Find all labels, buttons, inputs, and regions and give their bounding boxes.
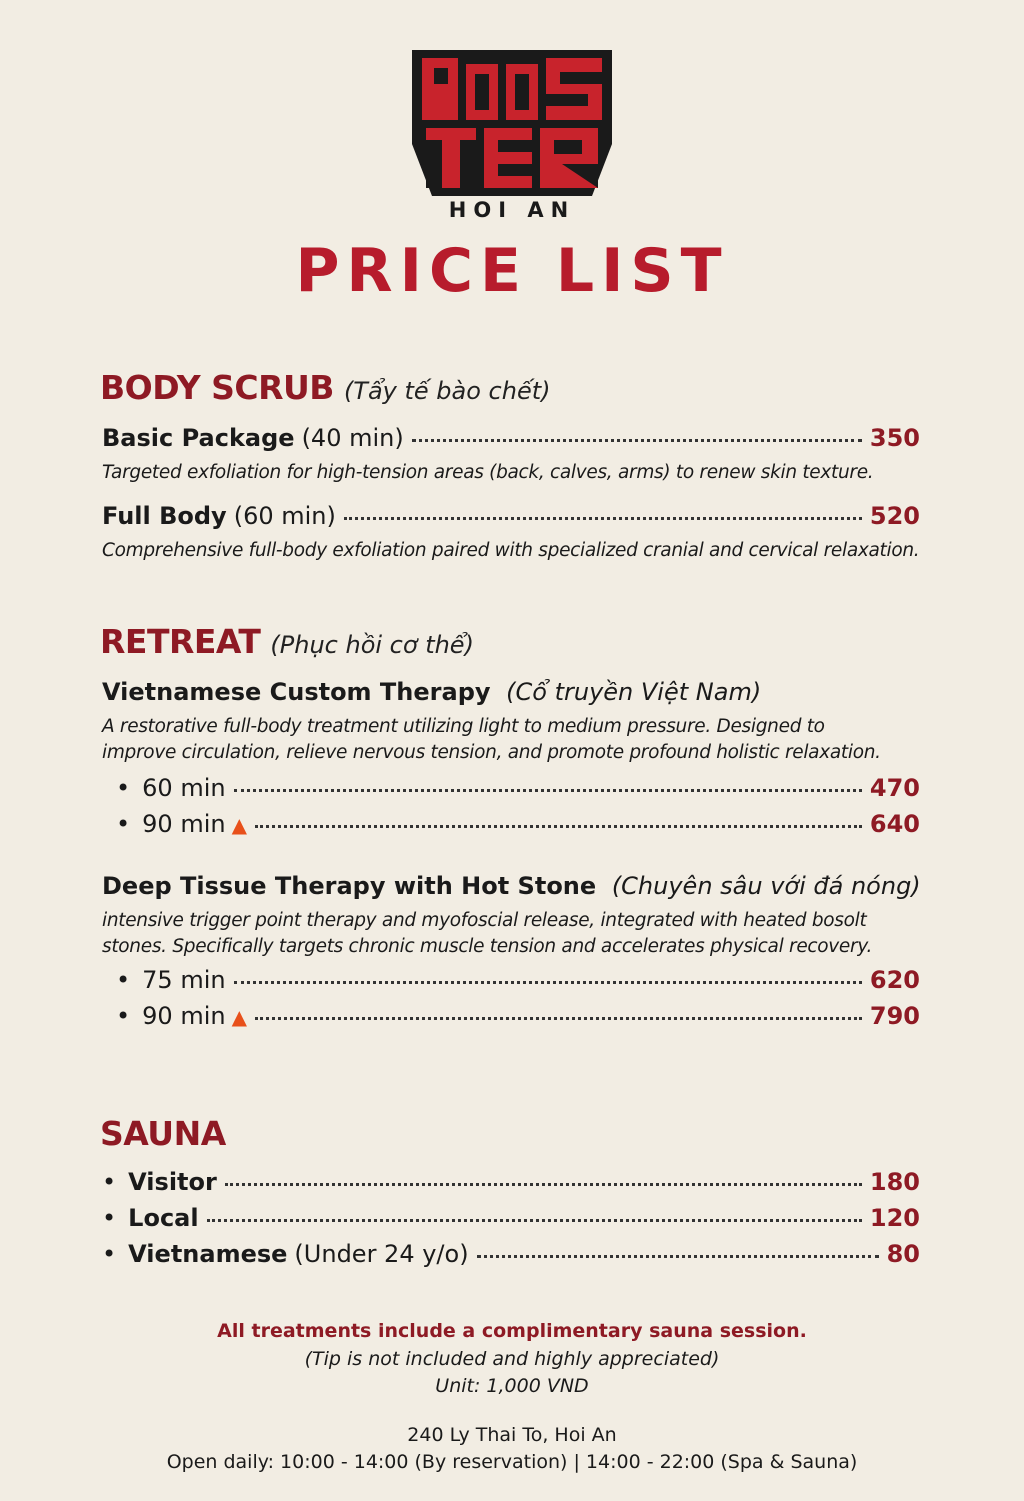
opening-hours: Open daily: 10:00 - 14:00 (By reservation) | 14:00 - 22:00 (Spa & Sauna) (166, 1451, 858, 1473)
price-row-basic-package (102, 424, 920, 452)
dot-leader (344, 517, 862, 520)
item-price: 350 (869, 424, 920, 452)
item-name: Vietnamese (128, 1240, 288, 1268)
section-retreat (100, 622, 474, 661)
option-price: 790 (869, 1002, 920, 1030)
section-title: RETREAT (100, 622, 261, 661)
section-title: SAUNA (100, 1114, 226, 1153)
dot-leader (234, 981, 862, 984)
item-detail: (Under 24 y/o) (294, 1240, 469, 1268)
dot-leader (255, 1017, 862, 1020)
price-row-option (116, 810, 920, 838)
therapy-description-line-1: intensive trigger point therapy and myofoscial release, integrated with heated bosolt (102, 910, 867, 931)
price-row-vietnamese (102, 1240, 920, 1268)
therapy-heading-vietnamese-custom (102, 678, 761, 706)
address: 240 Ly Thai To, Hoi An (407, 1424, 617, 1446)
therapy-subtitle: (Chuyên sâu với đá nóng) (611, 872, 921, 900)
item-description: Targeted exfoliation for high-tension areas (back, calves, arms) to renew skin texture. (102, 462, 874, 483)
therapy-description-line-2: improve circulation, relieve nervous tension, and promote profound holistic relaxation. (102, 742, 881, 763)
section-body-scrub (100, 368, 551, 407)
price-row-option (116, 1002, 920, 1030)
dot-leader (234, 789, 862, 792)
option-price: 620 (869, 966, 920, 994)
item-description: Comprehensive full-body exfoliation paired with specialized cranial and cervical relaxation. (102, 540, 920, 561)
section-subtitle: (Phục hồi cơ thể) (270, 631, 474, 659)
section-title: BODY SCRUB (100, 368, 334, 407)
price-row-visitor (102, 1168, 920, 1196)
dot-leader (207, 1219, 862, 1222)
item-price: 520 (869, 502, 920, 530)
item-name: Local (128, 1204, 199, 1232)
option-duration: 75 min (142, 966, 226, 994)
option-duration: 90 min (142, 810, 226, 838)
option-duration: 60 min (142, 774, 226, 802)
tip-note: (Tip is not included and highly appreciated) (304, 1348, 720, 1370)
dot-leader (225, 1183, 862, 1186)
price-row-option (116, 966, 920, 994)
bullet-icon: • (102, 1240, 117, 1268)
item-detail: (60 min) (233, 502, 336, 530)
section-sauna (100, 1114, 226, 1153)
item-name: Visitor (128, 1168, 217, 1196)
bullet-icon: • (116, 966, 131, 994)
therapy-name: Deep Tissue Therapy with Hot Stone (102, 872, 597, 900)
item-detail: (40 min) (301, 424, 404, 452)
item-name: Full Body (102, 502, 227, 530)
flame-icon: ▲ (231, 813, 247, 837)
section-subtitle: (Tẩy tế bào chết) (343, 377, 551, 405)
price-row-local (102, 1204, 920, 1232)
bullet-icon: • (116, 810, 131, 838)
item-price: 80 (886, 1240, 920, 1268)
dot-leader (477, 1255, 879, 1258)
flame-icon: ▲ (231, 1005, 247, 1029)
item-name: Basic Package (102, 424, 295, 452)
price-row-option (116, 774, 920, 802)
option-duration: 90 min (142, 1002, 226, 1030)
therapy-description-line-2: stones. Specifically targets chronic muscle tension and accelerates physical recovery. (102, 936, 873, 957)
unit-note: Unit: 1,000 VND (435, 1375, 589, 1397)
item-price: 120 (869, 1204, 920, 1232)
bullet-icon: • (102, 1204, 117, 1232)
therapy-name: Vietnamese Custom Therapy (102, 678, 491, 706)
dot-leader (412, 439, 862, 442)
dot-leader (255, 825, 862, 828)
page-title: PRICE LIST (295, 236, 729, 306)
price-row-full-body (102, 502, 920, 530)
option-price: 470 (869, 774, 920, 802)
sauna-note: All treatments include a complimentary sauna session. (217, 1320, 807, 1342)
therapy-description-line-1: A restorative full-body treatment utilizing light to medium pressure. Designed to (102, 716, 825, 737)
therapy-heading-deep-tissue (102, 872, 921, 900)
bullet-icon: • (102, 1168, 117, 1196)
rooster-logo (412, 44, 612, 196)
logo-subtitle: HOI AN (448, 198, 576, 222)
item-price: 180 (869, 1168, 920, 1196)
bullet-icon: • (116, 1002, 131, 1030)
bullet-icon: • (116, 774, 131, 802)
option-price: 640 (869, 810, 920, 838)
therapy-subtitle: (Cổ truyền Việt Nam) (506, 678, 762, 706)
